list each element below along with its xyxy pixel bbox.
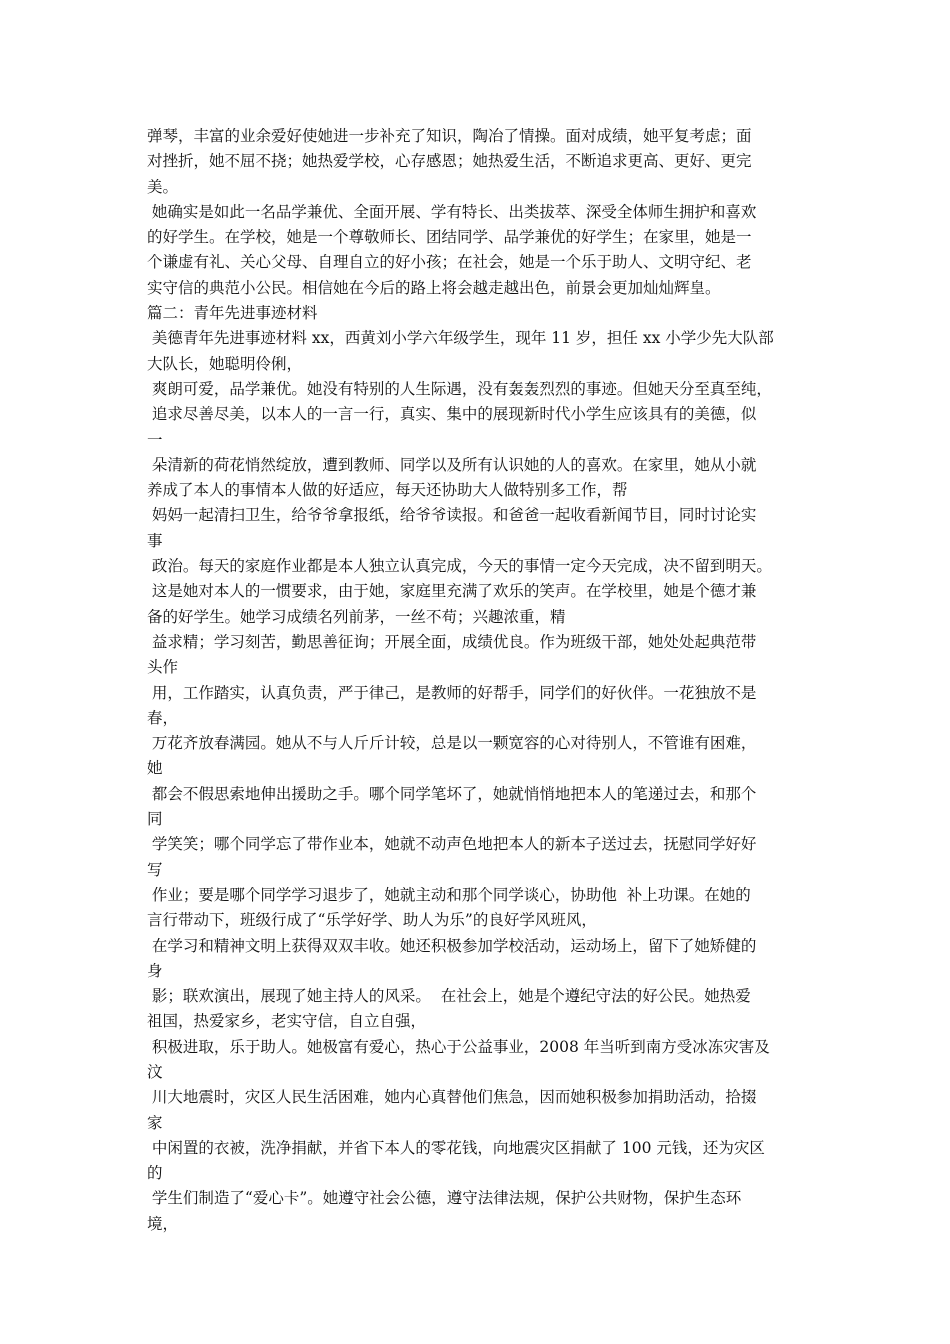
- text-line: 春，: [147, 708, 179, 727]
- text-line: 言行带动下，班级行成了“乐学好学、助人为乐”的良好学风班风，: [147, 911, 597, 930]
- text-line: 养成了本人的事情本人做的好适应，每天还协助大人做特别多工作，帮: [147, 481, 628, 500]
- text-line: 境，: [147, 1214, 179, 1233]
- text-line: 美德青年先进事迹材料 xx，西黄刘小学六年级学生，现年 11 岁，担任 xx 小学少先大队部: [147, 329, 774, 348]
- text-line: 弹琴，丰富的业余爱好使她进一步补充了知识，陶冶了情操。面对成绩，她平复考虑；面: [147, 127, 752, 145]
- text-line: 家: [147, 1113, 163, 1132]
- text-line: 头作: [147, 658, 179, 677]
- text-line: 事: [147, 531, 163, 550]
- text-line: 写: [147, 860, 163, 879]
- text-line: 朵清新的荷花悄然绽放，遭到教师、同学以及所有认识她的人的喜欢。在家里，她从小就: [147, 455, 757, 474]
- section-heading: 篇二：青年先进事迹材料: [147, 304, 318, 323]
- text-line: 妈妈一起清扫卫生，给爷爷拿报纸，给爷爷读报。和爸爸一起收看新闻节目，同时讨论实: [147, 506, 757, 525]
- text-line: 爽朗可爱，品学兼优。她没有特别的人生际遇，没有轰轰烈烈的事迹。但她天分至真至纯，: [147, 379, 772, 398]
- text-line: 作业；要是哪个同学学习退步了，她就主动和那个同学谈心，协助他 补上功课。在她的: [147, 885, 751, 904]
- text-line: 川大地震时，灾区人民生活困难，她内心真替他们焦急，因而她积极参加捐助活动，拾掇: [147, 1088, 757, 1107]
- text-line: 的: [147, 1164, 163, 1183]
- text-line: 实守信的典范小公民。相信她在今后的路上将会越走越出色，前景会更加灿灿辉皇。: [147, 278, 721, 297]
- text-line: 个谦虚有礼、关心父母、自理自立的好小孩；在社会，她是一个乐于助人、文明守纪、老: [147, 253, 752, 272]
- text-line: 万花齐放春满园。她从不与人斤斤计较，总是以一颗宽容的心对待别人，不管谁有困难，: [147, 734, 757, 753]
- text-line: 汶: [147, 1062, 163, 1081]
- text-line: 祖国，热爱家乡，老实守信，自立自强，: [147, 1012, 427, 1031]
- text-line: 益求精；学习刻苦，勤思善征询；开展全面，成绩优良。作为班级干部，她处处起典范带: [147, 632, 757, 651]
- text-line: 学笑笑；哪个同学忘了带作业本，她就不动声色地把本人的新本子送过去，抚慰同学好好: [147, 835, 757, 854]
- text-line: 的好学生。在学校，她是一个尊敬师长、团结同学、品学兼优的好学生；在家里，她是一: [147, 228, 752, 247]
- text-line: 大队长，她聪明伶俐，: [147, 354, 303, 373]
- text-line: 学生们制造了“爱心卡”。她遵守社会公德，遵守法律法规，保护公共财物，保护生态环: [147, 1189, 742, 1208]
- text-line: 影；联欢演出，展现了她主持人的风采。 在社会上，她是个遵纪守法的好公民。她热爱: [147, 987, 751, 1006]
- document-body: [147, 124, 815, 1237]
- text-line: 政治。每天的家庭作业都是本人独立认真完成，今天的事情一定今天完成，决不留到明天。: [147, 557, 772, 576]
- text-line: 一: [147, 430, 163, 449]
- text-line: 用，工作踏实，认真负责，严于律己，是教师的好帮手，同学们的好伙伴。一花独放不是: [147, 683, 757, 702]
- text-line: 积极进取，乐于助人。她极富有爱心，热心于公益事业，2008 年当听到南方受冰冻灾害及: [147, 1037, 770, 1056]
- text-line: 都会不假思索地伸出援助之手。哪个同学笔坏了，她就悄悄地把本人的笔递过去，和那个: [147, 784, 757, 803]
- text-line: 她确实是如此一名品学兼优、全面开展、学有特长、出类拔萃、深受全体师生拥护和喜欢: [147, 202, 757, 221]
- text-line: 备的好学生。她学习成绩名列前茅，一丝不苟；兴趣浓重，精: [147, 607, 566, 626]
- text-line: 她: [147, 759, 163, 778]
- text-line: 身: [147, 961, 163, 980]
- text-line: 对挫折，她不屈不挠；她热爱学校，心存感恩；她热爱生活，不断追求更高、更好、更完: [147, 152, 752, 171]
- text-line: 这是她对本人的一惯要求，由于她，家庭里充满了欢乐的笑声。在学校里，她是个德才兼: [147, 582, 757, 601]
- text-line: 追求尽善尽美，以本人的一言一行，真实、集中的展现新时代小学生应该具有的美德，似: [147, 405, 757, 424]
- text-line: 在学习和精神文明上获得双双丰收。她还积极参加学校活动，运动场上，留下了她矫健的: [147, 936, 757, 955]
- text-line: 同: [147, 810, 163, 829]
- text-line: 中闲置的衣被，洗净捐献，并省下本人的零花钱，向地震灾区捐献了 100 元钱，还为灾区: [147, 1138, 765, 1157]
- text-line: 美。: [147, 177, 179, 196]
